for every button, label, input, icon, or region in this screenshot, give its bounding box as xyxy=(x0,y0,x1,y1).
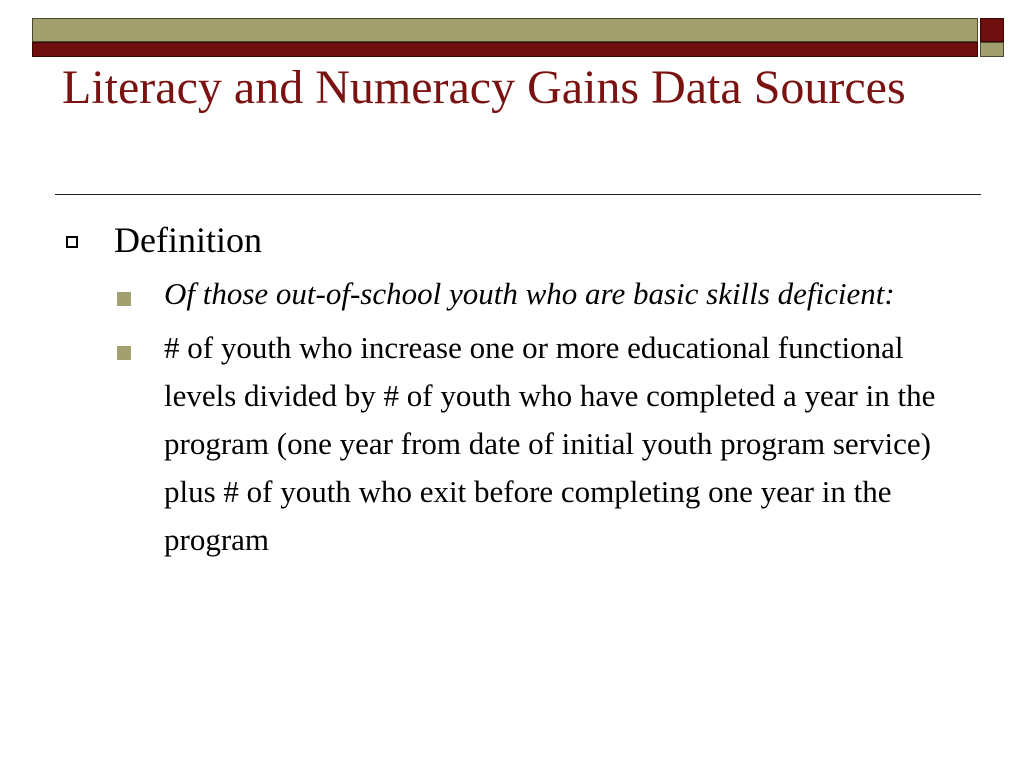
slide-title: Literacy and Numeracy Gains Data Sources xyxy=(62,61,906,114)
header-corner-square-olive xyxy=(980,42,1004,57)
filled-square-bullet-icon xyxy=(117,346,131,360)
filled-square-bullet-icon xyxy=(117,292,131,306)
bullet-label: Definition xyxy=(114,220,262,260)
hollow-square-bullet-icon xyxy=(66,236,78,248)
sub-bullet-item xyxy=(62,270,962,318)
header-band-olive xyxy=(32,18,978,42)
slide-body xyxy=(62,210,962,570)
sub-bullet-list xyxy=(62,270,962,564)
sub-bullet-item xyxy=(62,324,962,564)
sub-bullet-text: # of youth who increase one or more educational functional levels divided by # of youth who have completed a year in the program (one year from date of initial youth program service) plus # of youth who exit before completing one year in the program xyxy=(164,330,936,557)
header-corner-square-red xyxy=(980,18,1004,42)
sub-bullet-text: Of those out-of-school youth who are basic skills deficient: xyxy=(164,276,895,311)
title-divider xyxy=(55,194,981,195)
bullet-definition xyxy=(62,216,962,264)
